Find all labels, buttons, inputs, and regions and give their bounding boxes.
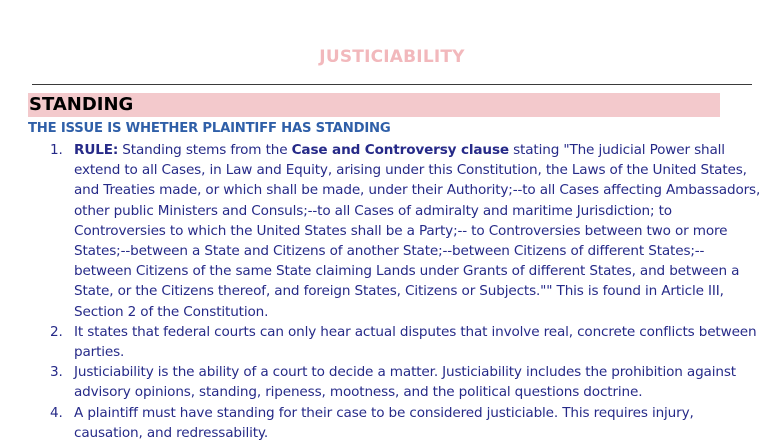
title-divider — [32, 84, 752, 85]
list-number: 3. — [50, 364, 63, 381]
list-text: stating "The judicial Power shall extend to all Cases, in Law and Equity, arising under this Constitution, the Laws of the United States, and Treaties made, or which shall be made, under their Authority;--to all Cases affecting Ambassadors, other public Ministers and Consuls;--to all Cases of admiralty and maritime Jurisdiction; to Controversies to which the United States shall be a Party;-- to Controversies between two or more States;--between a State and Citizens of another State;--between Citizens of different States;--between Citizens of the same State claiming Lands under Grants of different States, and between a State, or the Citizens thereof, and foreign States, Citizens or Subjects."" This is found in Article III, Section 2 of the Constitution. — [74, 142, 761, 320]
list-item — [50, 140, 762, 322]
numbered-list — [50, 140, 762, 443]
list-item — [50, 403, 762, 443]
issue-statement: THE ISSUE IS WHETHER PLAINTIFF HAS STANDING — [28, 121, 391, 136]
document-title: JUSTICIABILITY — [319, 47, 465, 67]
list-text: Standing stems from the — [118, 142, 292, 158]
list-number: 2. — [50, 323, 63, 340]
list-number: 4. — [50, 404, 63, 421]
rule-label: RULE: — [74, 142, 119, 158]
list-item — [50, 362, 762, 402]
list-text: Justiciability is the ability of a court to decide a matter. Justiciability includes the prohibition against advisory opinions, standing, ripeness, mootness, and the political questions doctrine. — [74, 364, 736, 401]
list-text: It states that federal courts can only hear actual disputes that involve real, concrete conflicts between parties. — [74, 323, 757, 361]
list-text: A plaintiff must have standing for their case to be considered justiciable. This requires injury, causation, and redressability. — [74, 404, 694, 441]
list-item — [50, 322, 762, 362]
clause-name: Case and Controversy clause — [291, 142, 509, 158]
section-heading: STANDING — [28, 93, 720, 117]
list-number: 1. — [50, 142, 63, 158]
